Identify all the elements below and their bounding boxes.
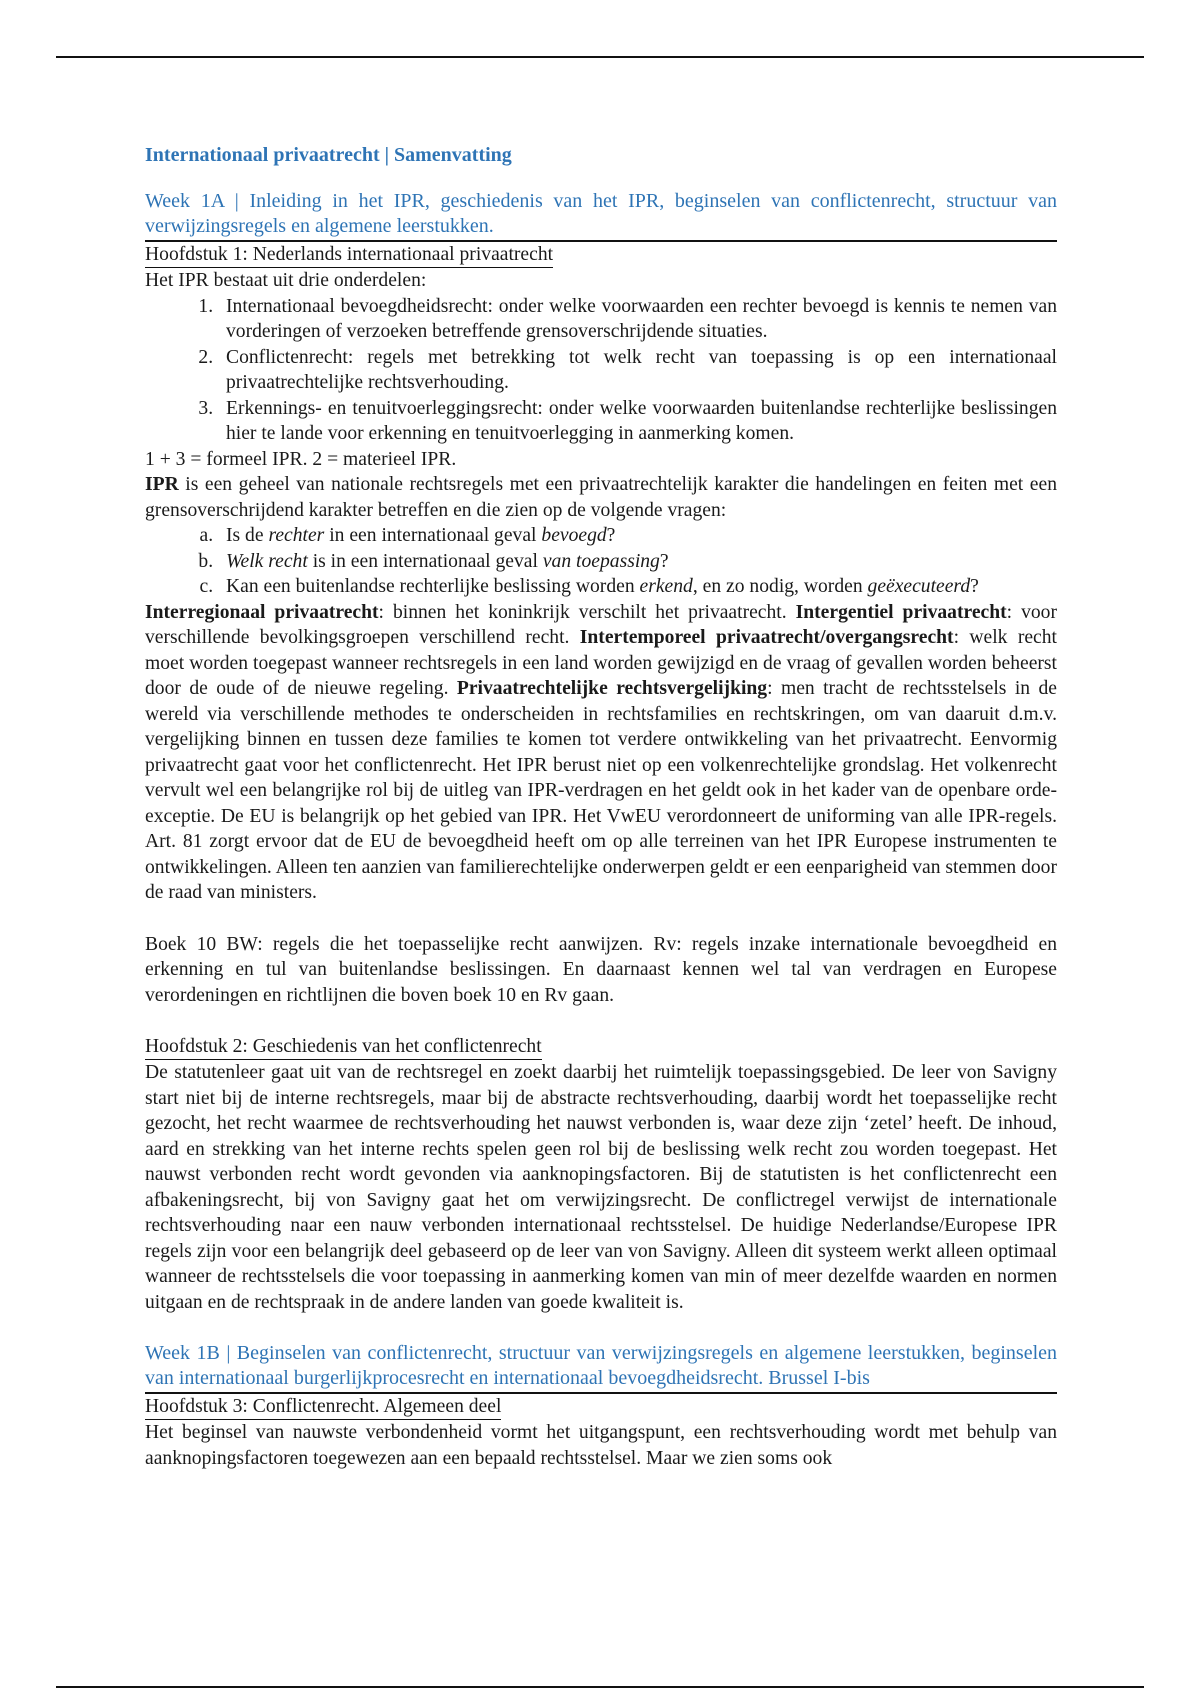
document-title: Internationaal privaatrecht | Samenvatting [145,144,512,166]
document-body [145,143,1057,1471]
chapter-1-title: Hoofdstuk 1: Nederlands internationaal privaatrecht [145,243,553,268]
ch1-intro: Het IPR bestaat uit drie onderdelen: [145,270,427,291]
chapter-3-title: Hoofdstuk 3: Conflictenrecht. Algemeen deel [145,1395,501,1420]
week-1a-heading: Week 1A | Inleiding in het IPR, geschiedenis van het IPR, beginselen van conflictenrecht, structuur van verwijzingsregels en algemene leerstukken. [145,189,1057,242]
term-intergentiel: Intergentiel privaatrecht [795,601,1007,623]
list-item: c. Kan een buitenlandse rechterlijke beslissing worden erkend, en zo nodig, worden geëxecuteerd? [218,574,1057,600]
week-1b-heading: Week 1B | Beginselen van conflictenrecht, structuur van verwijzingsregels en algemene leerstukken, beginselen van internationaal burgerlijkprocesrecht en internationaal bevoegdheidsrecht. Brussel I-bis [145,1341,1057,1394]
boek10-paragraph: Boek 10 BW: regels die het toepasselijke recht aanwijzen. Rv: regels inzake internationale bevoegdheid en erkenning en tul van buitenlandse beslissingen. En daarnaast kennen wel tal van verdragen en Europese verordeningen en richtlijnen die boven boek 10 en Rv gaan. [145,933,1057,1006]
ipr-parts-list [145,294,1057,447]
chapter-3-heading [145,1394,1057,1420]
list-item: 2. Conflictenrecht: regels met betrekking tot welk recht van toepassing is op een internationaal privaatrechtelijke rechtsverhouding. [218,345,1057,396]
ch3-body: Het beginsel van nauwste verbondenheid vormt het uitgangspunt, een rechtsverhouding wordt met behulp van aanknopingsfactoren toegewezen aan een bepaald rechtsstelsel. Maar we zien soms ook [145,1422,1057,1469]
chapter-2-title: Hoofdstuk 2: Geschiedenis van het conflictenrecht [145,1035,542,1060]
ipr-definition [145,472,1057,523]
term-intertemporeel: Intertemporeel privaatrecht/overgangsrecht [579,627,954,648]
chapter-2-heading [145,1034,1057,1060]
ch2-body: De statutenleer gaat uit van de rechtsregel en zoekt daarbij het ruimtelijk toepassingsgebied. De leer von Savigny start niet bij de interne rechtsregels, maar bij de abstracte rechtsverhouding, daarbij wordt het toepasselijke recht gezocht, het recht waarmee de rechtsverhouding het nauwst verbonden is, waar deze zijn ‘zetel’ heeft. De inhoud, aard en strekking van het interne rechts spelen geen rol bij de beslissing welk recht zou worden toegepast. Het nauwst verbonden recht wordt gevonden via aanknopingsfactoren. Bij de statutisten is het conflictenrecht een afbakeningsrecht, bij von Savigny gaat het om verwijzingsrecht. De conflictregel verwijst de internationale rechtsverhouding naar een nauw verbonden internationaal rechtsstelsel. De huidige Nederlandse/Europese IPR regels zijn voor een belangrijk deel gebaseerd op de leer van von Savigny. Alleen dit systeem werkt alleen optimaal wanneer de rechtsstelsels die voor toepassing in aanmerking komen van min of meer dezelfde waarden en normen uitgaan en de rechtspraak in de andere landen van goede kwaliteit is. [145,1062,1057,1313]
list-item: 3. Erkennings- en tenuitvoerleggingsrecht: onder welke voorwaarden buitenlandse rechterlijke beslissingen hier te lande voor erkenning en tenuitvoerlegging in aanmerking komen. [218,396,1057,447]
terms-paragraph: Interregionaal privaatrecht: binnen het koninkrijk verschilt het privaatrecht. Intergentiel privaatrecht: voor verschillende bevolkingsgroepen verschillend recht. Intertemporeel privaatrecht/overgangsrecht: welk recht moet worden toegepast wanneer rechtsregels in een land worden gewijzigd en de vraag of gevallen worden beheerst door de oude of de nieuwe regeling. Privaatrechtelijke rechtsvergelijking: men tracht de rechtsstelsels in de wereld via verschillende methodes te onderscheiden in rechtsfamilies en rechtskringen, om van daaruit d.m.v. vergelijking binnen en tussen deze families te komen tot verdere ontwikkeling van het privaatrecht. Eenvormig privaatrecht gaat voor het conflictenrecht. Het IPR berust niet op een volkenrechtelijke grondslag. Het volkenrecht vervult wel een belangrijke rol bij de uitleg van IPR-verdragen en het geldt ook in het kader van de openbare orde-exceptie. De EU is belangrijk op het gebied van IPR. Het VwEU verordonneert de uniforming van alle IPR-regels. Art. 81 zorgt ervoor dat de EU de bevoegdheid heeft om op alle terreinen van het IPR Europese instrumenten te ontwikkelingen. Alleen ten aanzien van familierechtelijke onderwerpen geldt er een eenparigheid van stemmen door de raad van ministers. [145,601,1057,903]
page-bottom-rule [56,1686,1144,1688]
chapter-1-heading [145,242,1057,268]
ipr-questions-list [145,523,1057,600]
list-item: 1. Internationaal bevoegdheidsrecht: onder welke voorwaarden een rechter bevoegd is kennis te nemen van vorderingen of verzoeken betreffende grensoverschrijdende situaties. [218,294,1057,345]
list-item: a. Is de rechter in een internationaal geval bevoegd? [218,523,1057,549]
term-interregionaal: Interregionaal privaatrecht [145,601,379,623]
term-rechtsvergelijking: Privaatrechtelijke rechtsvergelijking [456,678,768,699]
formal-material-line: 1 + 3 = formeel IPR. 2 = materieel IPR. [145,448,457,470]
ipr-term: IPR [145,474,179,495]
ipr-definition-text: is een geheel van nationale rechtsregels met een privaatrechtelijk karakter die handelingen en feiten met een grensoverschrijdend karakter betreffen en die zien op de volgende vragen: [145,474,1057,521]
list-item: b. Welk recht is in een internationaal geval van toepassing? [218,549,1057,575]
page-top-rule [56,56,1144,58]
